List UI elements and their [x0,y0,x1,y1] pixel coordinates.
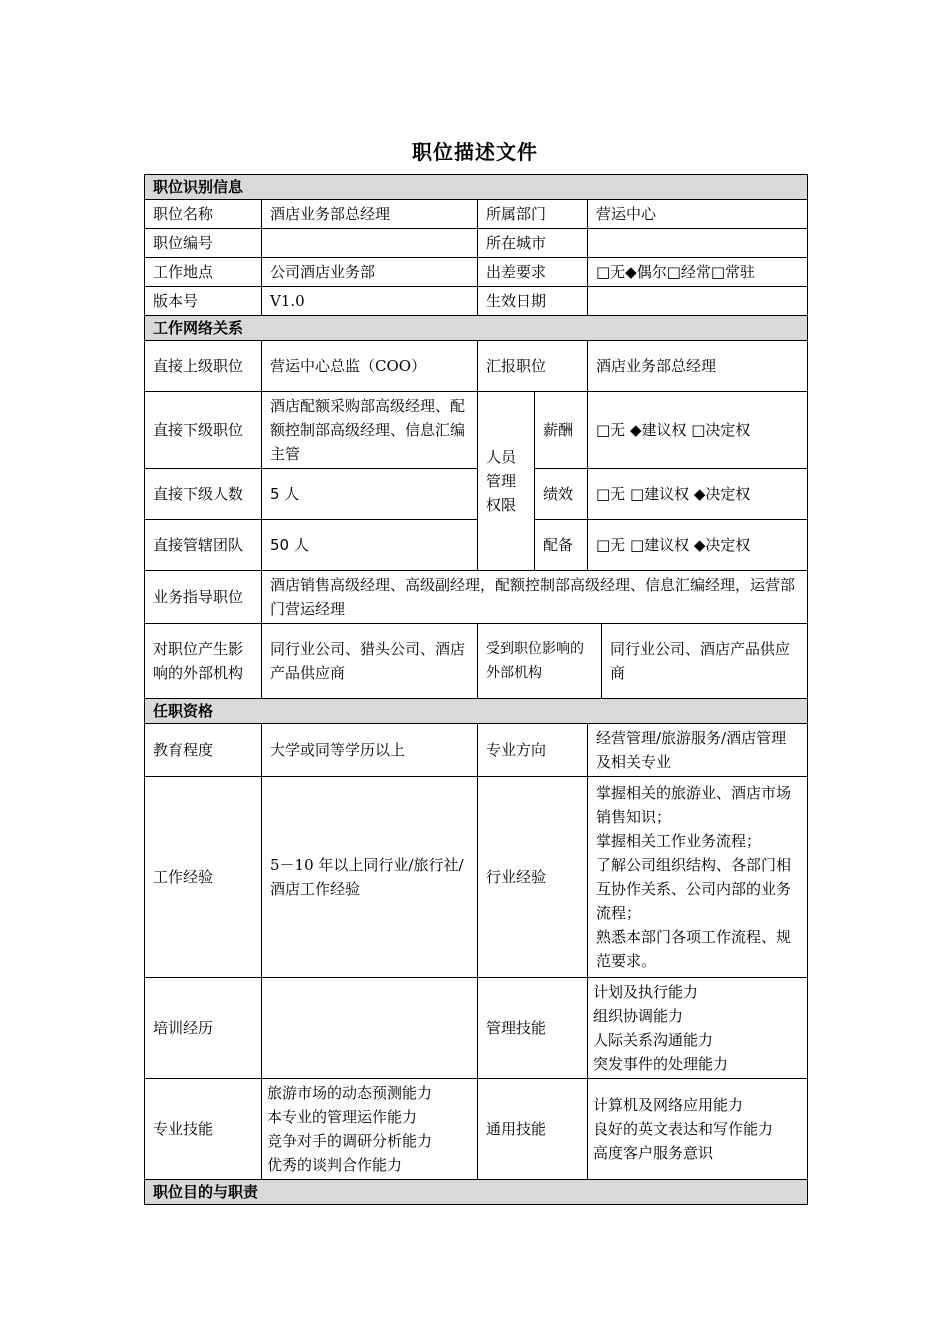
general-skill-label: 通用技能 [478,1079,588,1180]
mgmt-skill-label: 管理技能 [478,978,588,1079]
industry-label: 行业经验 [478,777,588,978]
salary-value: □无 ◆建议权 □决定权 [588,392,808,469]
dept-value: 营运中心 [588,200,808,229]
job-description-table [144,174,808,1205]
report-label: 汇报职位 [478,341,588,392]
page-title: 职位描述文件 [412,140,538,164]
major-label: 专业方向 [478,724,588,777]
education-value: 大学或同等学历以上 [262,724,478,777]
influenced-value: 同行业公司、酒店产品供应商 [602,624,808,699]
education-label: 教育程度 [145,724,262,777]
staffing-label: 配备 [535,520,588,571]
training-label: 培训经历 [145,978,262,1079]
salary-label: 薪酬 [535,392,588,469]
subordinate-label: 直接下级职位 [145,392,262,469]
location-label: 工作地点 [145,258,262,287]
pro-skill-line: 优秀的谈判合作能力 [267,1156,403,1174]
sub-count-label: 直接下级人数 [145,469,262,520]
staffing-value: □无 □建议权 ◆决定权 [588,520,808,571]
report-value: 酒店业务部总经理 [588,341,808,392]
general-skill-list [588,1079,808,1180]
job-name-value: 酒店业务部总经理 [262,200,478,229]
mgmt-skill-line: 计划及执行能力 [593,983,699,1001]
location-value: 公司酒店业务部 [262,258,478,287]
mgmt-skill-line: 突发事件的处理能力 [593,1055,729,1073]
superior-value: 营运中心总监（COO） [262,341,478,392]
experience-value: 5－10 年以上同行业/旅行社/酒店工作经验 [262,777,478,978]
job-name-label: 职位名称 [145,200,262,229]
influence-label: 对职位产生影响的外部机构 [145,624,262,699]
training-value [262,978,478,1079]
version-value: V1.0 [262,287,478,316]
performance-value: □无 □建议权 ◆决定权 [588,469,808,520]
guidance-label: 业务指导职位 [145,571,262,624]
general-skill-line: 良好的英文表达和写作能力 [593,1120,774,1138]
influence-value: 同行业公司、猎头公司、酒店产品供应商 [262,624,478,699]
performance-label: 绩效 [535,469,588,520]
travel-value: □无◆偶尔□经常□常驻 [588,258,808,287]
influenced-label: 受到职位影响的外部机构 [478,624,602,699]
authority-label: 人员管理权限 [478,392,535,571]
major-value: 经营管理/旅游服务/酒店管理及相关专业 [588,724,808,777]
job-code-label: 职位编号 [145,229,262,258]
industry-line: 了解公司组织结构、各部门相互协作关系、公司内部的业务流程； [596,856,792,922]
industry-line: 熟悉本部门各项工作流程、规范要求。 [596,928,792,970]
industry-line: 掌握相关的旅游业、酒店市场销售知识； [596,784,792,826]
superior-label: 直接上级职位 [145,341,262,392]
general-skill-line: 计算机及网络应用能力 [593,1096,744,1114]
travel-label: 出差要求 [478,258,588,287]
team-label: 直接管辖团队 [145,520,262,571]
section-purpose: 职位目的与职责 [145,1180,808,1205]
job-code-value [262,229,478,258]
section-identity: 职位识别信息 [145,175,808,200]
mgmt-skill-list [588,978,808,1079]
mgmt-skill-line: 人际关系沟通能力 [593,1031,714,1049]
dept-label: 所属部门 [478,200,588,229]
guidance-value: 酒店销售高级经理、高级副经理，配额控制部高级经理、信息汇编经理，运营部门营运经理 [262,571,808,624]
pro-skill-line: 竞争对手的调研分析能力 [267,1132,433,1150]
subordinate-value: 酒店配额采购部高级经理、配额控制部高级经理、信息汇编主管 [262,392,478,469]
effective-date-label: 生效日期 [478,287,588,316]
general-skill-line: 高度客户服务意识 [593,1144,714,1162]
section-qualification: 任职资格 [145,699,808,724]
sub-count-value: 5 人 [262,469,478,520]
pro-skill-line: 本专业的管理运作能力 [267,1108,418,1126]
city-label: 所在城市 [478,229,588,258]
mgmt-skill-line: 组织协调能力 [593,1007,684,1025]
version-label: 版本号 [145,287,262,316]
pro-skill-label: 专业技能 [145,1079,262,1180]
pro-skill-list [262,1079,478,1180]
team-value: 50 人 [262,520,478,571]
effective-date-value [588,287,808,316]
experience-label: 工作经验 [145,777,262,978]
industry-experience-list [588,777,808,978]
pro-skill-line: 旅游市场的动态预测能力 [267,1084,433,1102]
section-network: 工作网络关系 [145,316,808,341]
city-value [588,229,808,258]
industry-line: 掌握相关工作业务流程； [596,832,762,850]
